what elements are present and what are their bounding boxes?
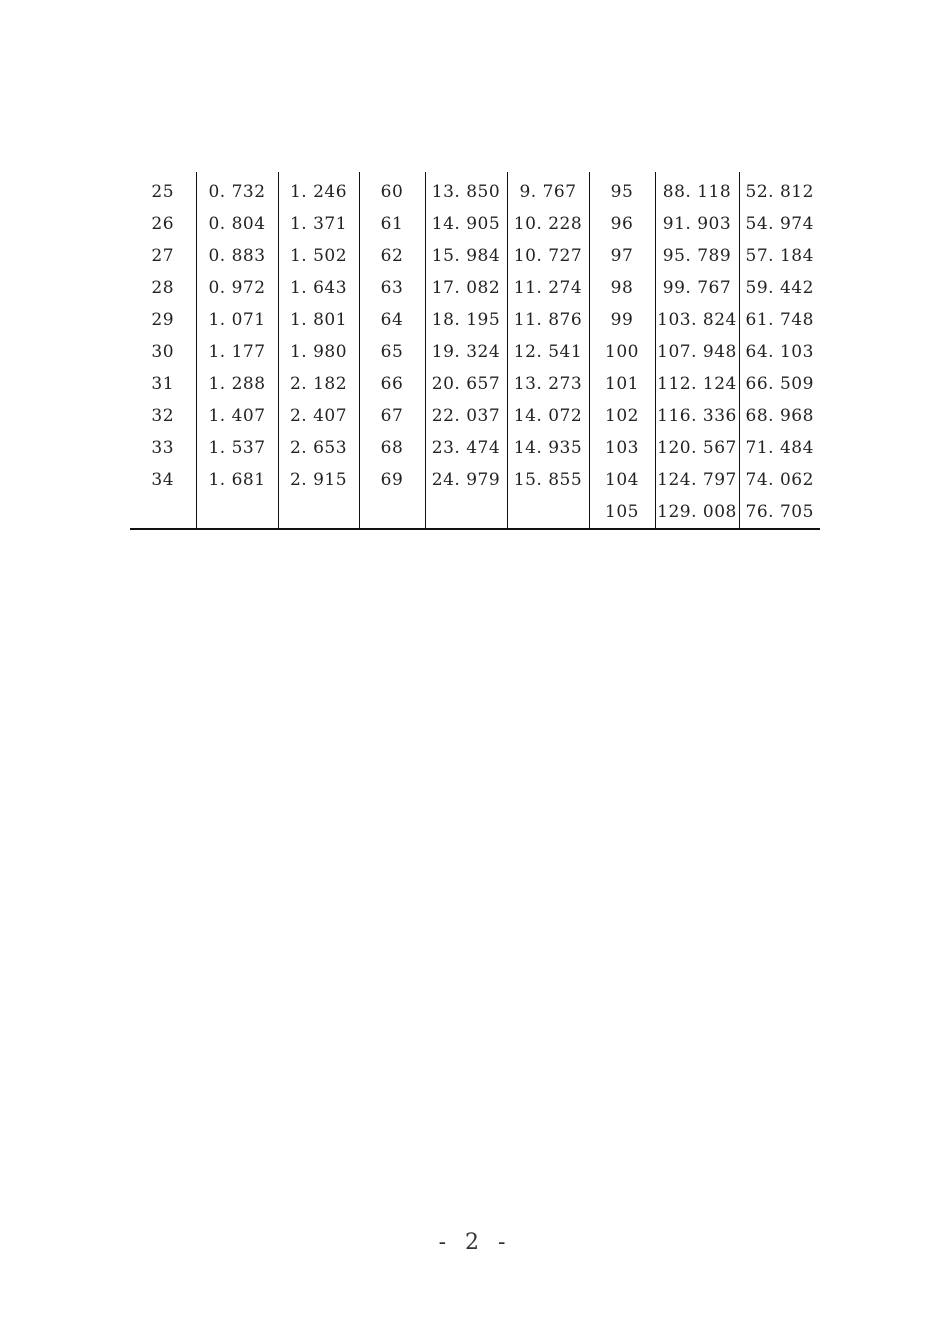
table-cell: 62 [359,240,425,272]
table-row [130,400,820,432]
table-cell: 32 [151,406,175,426]
table-cell: 19. 324 [425,336,507,368]
page-number: - 2 - [438,1230,512,1255]
table-row [130,496,820,529]
table-cell: 99. 767 [655,272,739,304]
table-cell: 52. 812 [739,172,820,208]
table-cell: 59. 442 [739,272,820,304]
table-cell: 100 [589,336,655,368]
table-cell: 61 [359,208,425,240]
table-row [130,272,820,304]
table-cell: 13. 273 [507,368,589,400]
table-cell: 129. 008 [655,496,739,529]
table-cell: 124. 797 [655,464,739,496]
table-cell: 96 [589,208,655,240]
table-cell [507,496,589,529]
table-body [130,172,820,529]
table-cell: 1. 288 [196,368,278,400]
table-cell: 9. 767 [507,172,589,208]
table-cell: 1. 502 [278,240,359,272]
table-cell: 2. 407 [278,400,359,432]
table-cell: 10. 727 [507,240,589,272]
table-cell: 57. 184 [739,240,820,272]
table-cell: 63 [359,272,425,304]
table-cell: 12. 541 [507,336,589,368]
table-cell: 1. 681 [196,464,278,496]
table-cell: 1. 246 [278,172,359,208]
table-cell: 27 [151,246,175,266]
table-cell: 1. 980 [278,336,359,368]
table-cell: 11. 274 [507,272,589,304]
table-cell: 15. 855 [507,464,589,496]
table-cell: 66. 509 [739,368,820,400]
table-cell: 29 [151,310,175,330]
table-row [130,172,820,208]
table-cell: 13. 850 [425,172,507,208]
table-row [130,304,820,336]
table-cell: 103. 824 [655,304,739,336]
table-cell [425,496,507,529]
table-cell: 18. 195 [425,304,507,336]
table-cell: 11. 876 [507,304,589,336]
table-cell: 1. 177 [196,336,278,368]
table-cell: 2. 915 [278,464,359,496]
table-cell: 98 [589,272,655,304]
table-cell: 103 [589,432,655,464]
table-cell: 99 [589,304,655,336]
table-cell: 104 [589,464,655,496]
table-cell: 71. 484 [739,432,820,464]
table-cell: 14. 072 [507,400,589,432]
table-row [130,208,820,240]
table-cell: 54. 974 [739,208,820,240]
table-cell: 2. 182 [278,368,359,400]
table-cell: 105 [589,496,655,529]
table-cell: 112. 124 [655,368,739,400]
table-cell [359,496,425,529]
table-cell: 20. 657 [425,368,507,400]
table-cell: 14. 935 [507,432,589,464]
table-cell: 15. 984 [425,240,507,272]
table-cell: 14. 905 [425,208,507,240]
table-cell: 95 [589,172,655,208]
table-cell: 0. 732 [196,172,278,208]
table-cell: 10. 228 [507,208,589,240]
table-cell: 22. 037 [425,400,507,432]
table-cell: 26 [151,214,175,234]
table-cell: 68. 968 [739,400,820,432]
table-row [130,240,820,272]
table-cell: 61. 748 [739,304,820,336]
table-cell: 25 [151,182,175,202]
table-cell: 17. 082 [425,272,507,304]
table-cell: 0. 883 [196,240,278,272]
table-cell: 68 [359,432,425,464]
table-cell: 69 [359,464,425,496]
table-cell: 74. 062 [739,464,820,496]
table-cell: 33 [151,438,175,458]
table-cell: 1. 407 [196,400,278,432]
table-cell: 28 [151,278,175,298]
table-cell: 60 [359,172,425,208]
table-cell: 30 [151,342,175,362]
table-cell: 88. 118 [655,172,739,208]
table-cell: 1. 643 [278,272,359,304]
table-cell: 76. 705 [739,496,820,529]
table-cell: 95. 789 [655,240,739,272]
table-cell: 101 [589,368,655,400]
table-cell: 64. 103 [739,336,820,368]
table-cell: 102 [589,400,655,432]
table-cell: 116. 336 [655,400,739,432]
table-cell: 0. 804 [196,208,278,240]
table-cell: 64 [359,304,425,336]
data-table [130,172,820,530]
table-cell: 1. 371 [278,208,359,240]
table-cell: 1. 537 [196,432,278,464]
table-cell [196,496,278,529]
table-row [130,432,820,464]
table-cell: 23. 474 [425,432,507,464]
table-cell: 107. 948 [655,336,739,368]
table-cell: 24. 979 [425,464,507,496]
table-cell: 65 [359,336,425,368]
table-cell: 1. 801 [278,304,359,336]
table-row [130,464,820,496]
table-cell: 66 [359,368,425,400]
table-row [130,336,820,368]
table-cell: 34 [151,470,175,490]
table-cell: 67 [359,400,425,432]
table-cell: 31 [151,374,175,394]
table-cell: 97 [589,240,655,272]
table-cell: 2. 653 [278,432,359,464]
table-cell: 1. 071 [196,304,278,336]
table-cell: 120. 567 [655,432,739,464]
table-cell: 91. 903 [655,208,739,240]
table-row [130,368,820,400]
table-cell [130,496,196,529]
table-cell: 0. 972 [196,272,278,304]
table-cell [278,496,359,529]
